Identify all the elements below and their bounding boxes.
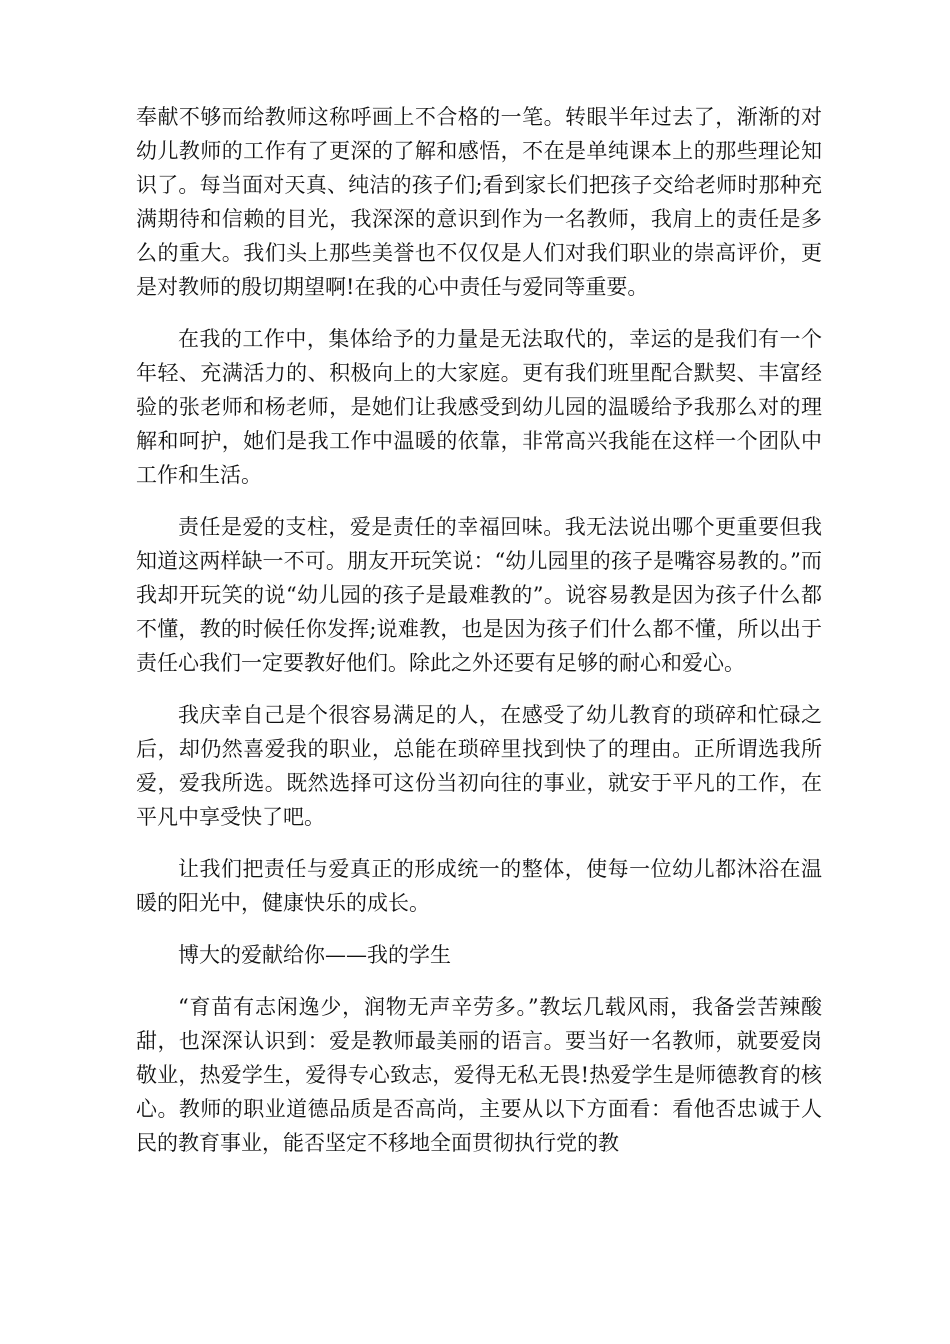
paragraph-4: 我庆幸自己是个很容易满足的人，在感受了幼儿教育的琐碎和忙碌之后，却仍然喜爱我的职业，总能在琐碎里找到快了的理由。正所谓选我所爱，爱我所选。既然选择可这份当初向往的事业，就安于平凡的工作，在平凡中享受快了吧。: [136, 703, 822, 829]
paragraph-6: “育苗有志闲逸少，润物无声辛劳多。”教坛几载风雨，我备尝苦辣酸甜，也深深认识到：爱是教师最美丽的语言。要当好一名教师，就要爱岗敬业，热爱学生，爱得专心致志，爱得无私无畏!热爱学生是师德教育的核心。教师的职业道德品质是否高尚，主要从以下方面看：看他否忠诚于人民的教育事业，能否坚定不移地全面贯彻执行党的教: [136, 995, 822, 1155]
paragraph-5: 让我们把责任与爱真正的形成统一的整体，使每一位幼儿都沐浴在温暖的阳光中，健康快乐的成长。: [136, 857, 822, 915]
paragraph-3: 责任是爱的支柱，爱是责任的幸福回味。我无法说出哪个更重要但我知道这两样缺一不可。朋友开玩笑说：“幼儿园里的孩子是嘴容易教的。”而我却开玩笑的说“幼儿园的孩子是最难教的”。说容易教是因为孩子什么都不懂，教的时候任你发挥;说难教，也是因为孩子们什么都不懂，所以出于责任心我们一定要教好他们。除此之外还要有足够的耐心和爱心。: [136, 515, 822, 675]
document-page: [136, 100, 822, 1178]
section-heading: 博大的爱献给你——我的学生: [178, 943, 451, 967]
paragraph-2: 在我的工作中，集体给予的力量是无法取代的，幸运的是我们有一个年轻、充满活力的、积极向上的大家庭。更有我们班里配合默契、丰富经验的张老师和杨老师，是她们让我感受到幼儿园的温暖给予我那么对的理解和呵护，她们是我工作中温暖的依靠，非常高兴我能在这样一个团队中工作和生活。: [136, 327, 822, 487]
paragraph-1: 奉献不够而给教师这称呼画上不合格的一笔。转眼半年过去了，渐渐的对幼儿教师的工作有了更深的了解和感悟，不在是单纯课本上的那些理论知识了。每当面对天真、纯洁的孩子们;看到家长们把孩子交给老师时那种充满期待和信赖的目光，我深深的意识到作为一名教师，我肩上的责任是多么的重大。我们头上那些美誉也不仅仅是人们对我们职业的崇高评价，更是对教师的殷切期望啊!在我的心中责任与爱同等重要。: [136, 105, 822, 299]
